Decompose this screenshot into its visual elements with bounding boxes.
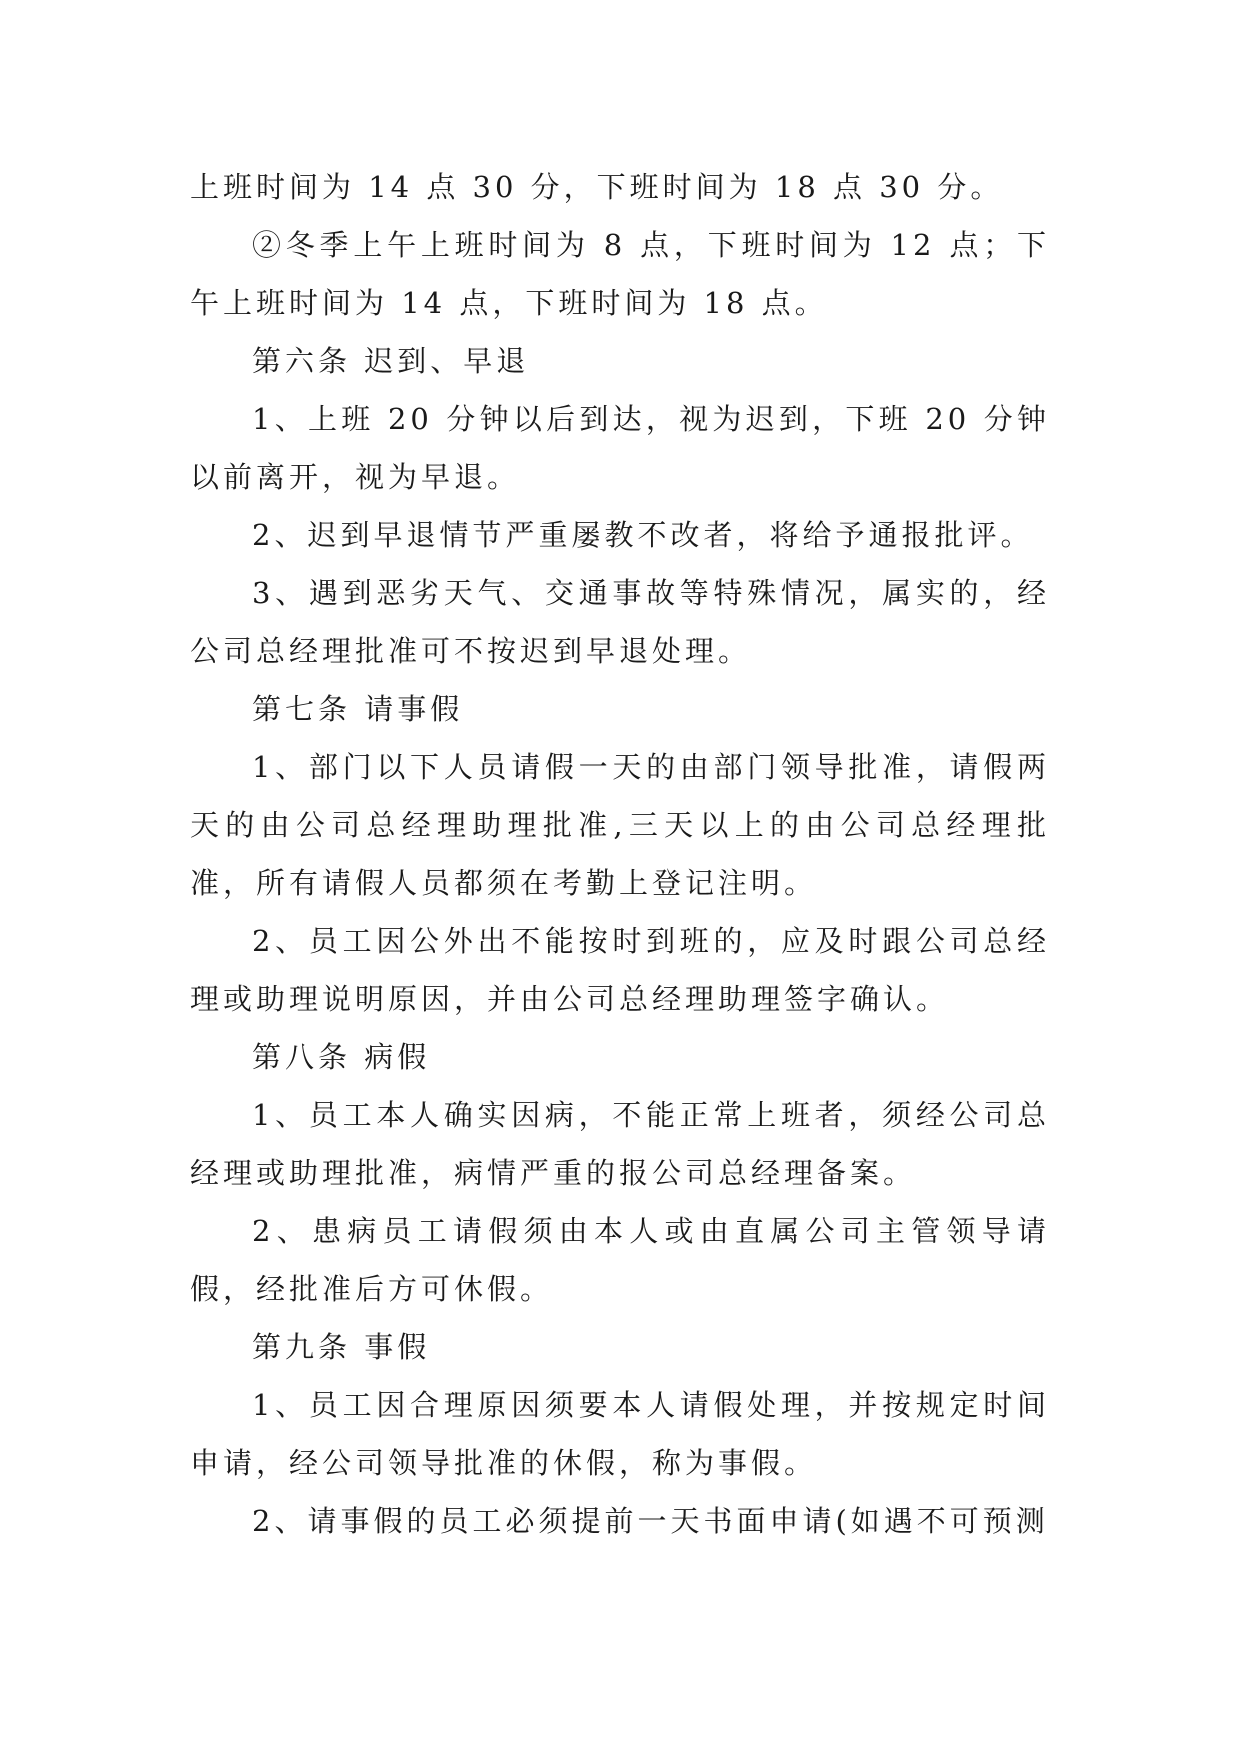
paragraph: 1、部门以下人员请假一天的由部门领导批准，请假两天的由公司总经理助理批准,三天以上的由公司总经理批准，所有请假人员都须在考勤上登记注明。 [190, 750, 1050, 900]
paragraph: 2、患病员工请假须由本人或由直属公司主管领导请假，经批准后方可休假。 [190, 1214, 1050, 1306]
section-heading: 第八条 病假 [252, 1040, 431, 1074]
paragraph: 1、员工本人确实因病，不能正常上班者，须经公司总经理或助理批准，病情严重的报公司总经理备案。 [190, 1098, 1050, 1190]
document-body [190, 158, 1050, 1550]
section-heading: 第七条 请事假 [252, 692, 464, 726]
paragraph: ②冬季上午上班时间为 8 点，下班时间为 12 点；下午上班时间为 14 点，下班时间为 18 点。 [190, 228, 1050, 320]
section-heading: 第六条 迟到、早退 [252, 344, 530, 378]
paragraph: 2、员工因公外出不能按时到班的，应及时跟公司总经理或助理说明原因，并由公司总经理助理签字确认。 [190, 924, 1050, 1016]
section-heading: 第九条 事假 [252, 1330, 431, 1364]
paragraph: 3、遇到恶劣天气、交通事故等特殊情况，属实的，经公司总经理批准可不按迟到早退处理。 [190, 576, 1050, 668]
paragraph: 1、员工因合理原因须要本人请假处理，并按规定时间申请，经公司领导批准的休假，称为事假。 [190, 1388, 1050, 1480]
paragraph: 2、迟到早退情节严重屡教不改者，将给予通报批评。 [252, 518, 1034, 552]
paragraph: 上班时间为 14 点 30 分，下班时间为 18 点 30 分。 [190, 170, 1004, 204]
paragraph: 2、请事假的员工必须提前一天书面申请(如遇不可预测 [252, 1504, 1049, 1538]
paragraph: 1、上班 20 分钟以后到达，视为迟到，下班 20 分钟以前离开，视为早退。 [190, 402, 1050, 494]
